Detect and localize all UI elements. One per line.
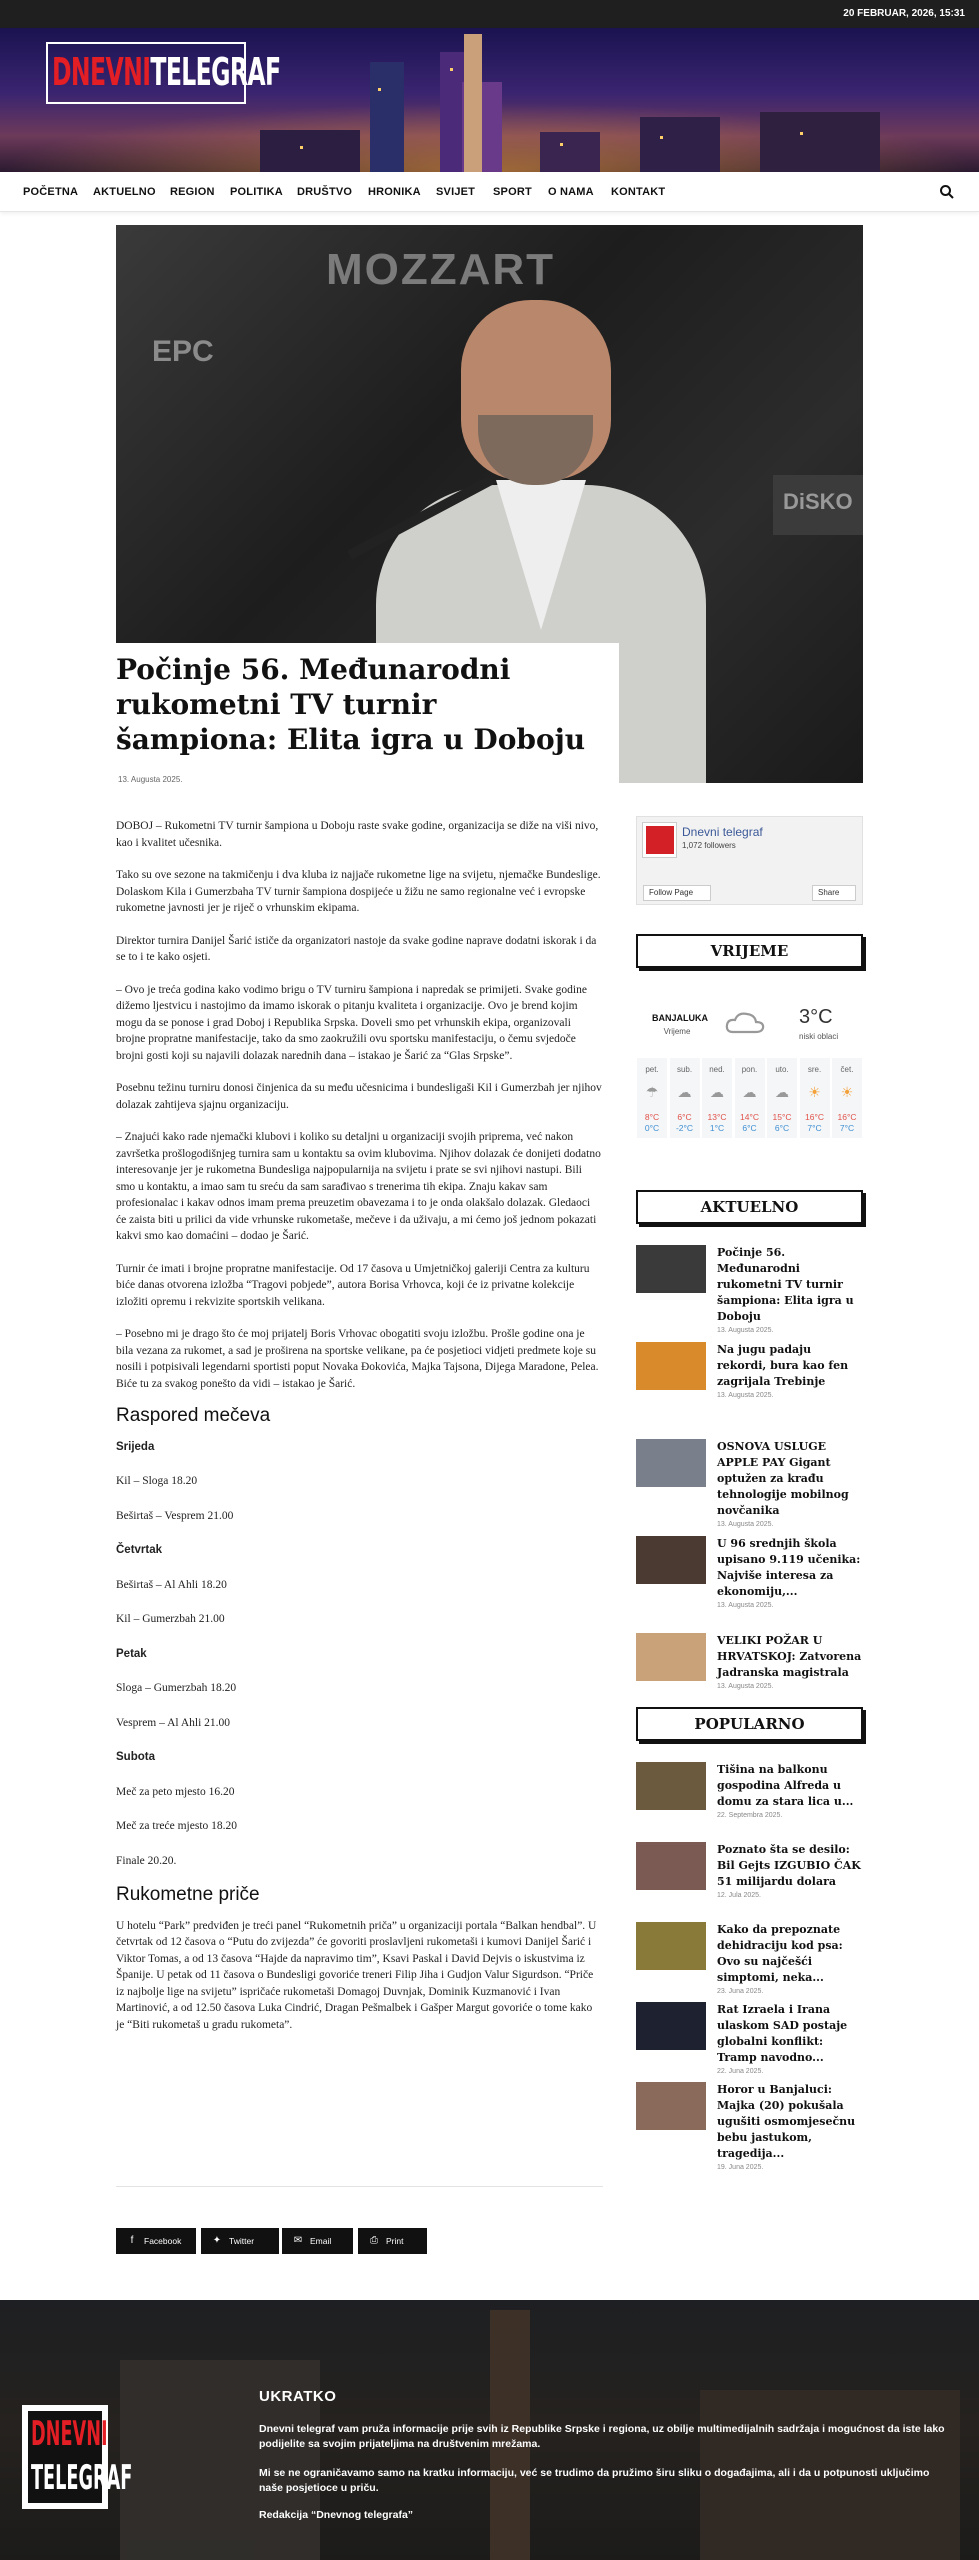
popularno-section-title bbox=[636, 1707, 863, 1741]
news-item[interactable] bbox=[636, 2002, 863, 2075]
article-paragraph: – Posebno mi je drago što će moj prijatelj Boris Vrhovac obogatiti svoju izložbu. Prošle godine ona je bila vezana za rukomet, a sad je proširena na sportske velikane, pa će posjetioci vidjeti predmete koje su nosili i potpisivali legendarni sportisti poput Novaka Đokovića, Majka Tajsona, Dijega Maradone, Pelea. Biće tu za svakog ponešto da vidi – istakao je Šarić. bbox=[116, 1328, 599, 1390]
stories-heading: Rukometne priče bbox=[116, 1884, 260, 1905]
email-icon: ✉ bbox=[293, 2235, 303, 2246]
nav-item-region[interactable]: REGION bbox=[170, 186, 215, 198]
section-title-label: VRIJEME bbox=[710, 942, 789, 960]
share-facebook-button[interactable]: f Facebook bbox=[116, 2228, 196, 2254]
skyline-building bbox=[640, 117, 720, 172]
forecast-low-temp: 7°C bbox=[807, 1123, 822, 1133]
forecast-day-name: pet. bbox=[645, 1065, 659, 1074]
news-thumbnail[interactable] bbox=[636, 1245, 706, 1293]
article-date: 13. Augusta 2025. bbox=[118, 775, 183, 784]
forecast-high-temp: 14°C bbox=[740, 1112, 759, 1122]
news-item[interactable] bbox=[636, 2082, 863, 2171]
cloud-rain-icon: ☂ bbox=[645, 1084, 659, 1100]
news-thumbnail[interactable] bbox=[636, 1342, 706, 1390]
news-item[interactable] bbox=[636, 1245, 863, 1334]
news-date: 23. Juna 2025. bbox=[717, 1988, 764, 1995]
news-item[interactable] bbox=[636, 1922, 863, 1995]
twitter-icon: ✦ bbox=[212, 2235, 222, 2246]
cloud-icon: ☁ bbox=[710, 1084, 724, 1100]
weather-city: BANJALUKA bbox=[652, 1013, 708, 1023]
news-title[interactable]: Počinje 56. Međunarodni rukometni TV turnir šampiona: Elita igra u Doboju bbox=[717, 1246, 854, 1323]
clock-tower bbox=[464, 34, 482, 172]
forecast-high-temp: 13°C bbox=[707, 1112, 727, 1122]
search-icon[interactable] bbox=[939, 184, 955, 200]
schedule-day: Subota bbox=[116, 1751, 155, 1763]
nav-item-o-nama[interactable]: O NAMA bbox=[548, 186, 594, 198]
skyline-building bbox=[760, 112, 880, 172]
schedule-match: Vesprem – Al Ahli 21.00 bbox=[116, 1716, 231, 1729]
logo-part2: TELEGRAF bbox=[150, 50, 281, 94]
forecast-high-temp: 6°C bbox=[677, 1112, 692, 1122]
facebook-widget bbox=[636, 816, 863, 905]
news-item[interactable] bbox=[636, 1342, 863, 1412]
news-title[interactable]: Na jugu padaju rekordi, bura kao fen zagrijala Trebinje bbox=[717, 1343, 849, 1388]
forecast-high-temp: 16°C bbox=[837, 1112, 857, 1122]
footer-paragraph: Mi se ne ograničavamo samo na kratku informaciju, već se trudimo da pružimo širu sliku o događajima, ali i da u potpunosti uključimo naše posjetioce u priču. bbox=[259, 2467, 930, 2494]
forecast-low-temp: 0°C bbox=[644, 1123, 660, 1133]
schedule-day: Srijeda bbox=[116, 1440, 155, 1453]
fb-page-name[interactable]: Dnevni telegraf bbox=[682, 825, 763, 839]
news-thumbnail[interactable] bbox=[636, 2082, 706, 2130]
weather-section-title bbox=[636, 934, 863, 968]
skyline-building bbox=[540, 132, 600, 172]
schedule-match: Kil – Sloga 18.20 bbox=[116, 1475, 198, 1487]
divider bbox=[116, 2186, 603, 2187]
window-light bbox=[660, 136, 663, 139]
window-light bbox=[560, 143, 563, 146]
fb-follow-button[interactable]: Follow Page bbox=[643, 885, 711, 901]
main-nav bbox=[0, 172, 979, 212]
share-print-button[interactable]: ⎙ Print bbox=[358, 2228, 427, 2254]
news-thumbnail[interactable] bbox=[636, 1762, 706, 1810]
news-date: 19. Juna 2025. bbox=[717, 2164, 764, 2171]
schedule-match: Meč za treće mjesto 18.20 bbox=[116, 1820, 238, 1832]
news-date: 13. Augusta 2025. bbox=[717, 1327, 774, 1334]
schedule-match: Beširtaš – Vesprem 21.00 bbox=[116, 1509, 234, 1522]
section-title-label: POPULARNO bbox=[694, 1715, 805, 1733]
news-thumbnail[interactable] bbox=[636, 1439, 706, 1487]
news-date: 13. Augusta 2025. bbox=[717, 1683, 774, 1690]
schedule-match: Kil – Gumerzbah 21.00 bbox=[116, 1613, 225, 1625]
forecast-low-temp: 7°C bbox=[839, 1123, 855, 1133]
window-light bbox=[300, 146, 303, 149]
hero-left-text: EPC bbox=[152, 335, 214, 368]
forecast-day-name: pon. bbox=[741, 1065, 758, 1074]
forecast-low-temp: 6°C bbox=[742, 1123, 757, 1133]
article-paragraph: Turnir će imati i brojne propratne manifestacije. Od 17 časova u Umjetničkoj galeriji Centra za kulturu biće danas otvorena izložba “Tragovi pobjede”, autora Borisa Vrhovca, koji će iz privatne kolekcije izložiti opremu i rekvizite sportskih velikana. bbox=[116, 1262, 590, 1308]
nav-item-kontakt[interactable]: KONTAKT bbox=[611, 186, 666, 198]
fb-followers: 1,072 followers bbox=[682, 841, 736, 850]
forecast-day-name: sub. bbox=[676, 1065, 693, 1074]
forecast-high-temp: 15°C bbox=[772, 1112, 792, 1122]
news-title[interactable]: OSNOVA USLUGE APPLE PAY Gigant optužen za krađu tehnologije mobilnog novčanika bbox=[717, 1440, 849, 1517]
cloud-icon: ☁ bbox=[775, 1084, 789, 1100]
news-thumbnail[interactable] bbox=[636, 1922, 706, 1970]
article-paragraph: Direktor turnira Danijel Šarić ističe da organizatori nastoje da svake godine naprave dodatni iskorak i da se to i te kako osjeti. bbox=[116, 934, 597, 963]
forecast-day-name: čet. bbox=[840, 1065, 854, 1074]
schedule-match: Beširtaš – Al Ahli 18.20 bbox=[116, 1578, 227, 1591]
news-item[interactable] bbox=[636, 1842, 863, 1912]
news-date: 22. Septembra 2025. bbox=[717, 1812, 783, 1819]
footer-logo-text: DNEVNI TELEGRAF bbox=[31, 2414, 133, 2498]
news-date: 22. Juna 2025. bbox=[717, 2068, 764, 2075]
logo-part1: DNEVNI bbox=[52, 50, 151, 94]
site-header bbox=[0, 28, 979, 172]
article-paragraph: DOBOJ – Rukometni TV turnir šampiona u Doboju raste svake godine, organizacija se diže na viši nivo, kao i kvalitet učesnika. bbox=[116, 820, 599, 849]
page-avatar[interactable] bbox=[642, 822, 677, 858]
cloud-icon: ☁ bbox=[677, 1084, 692, 1100]
news-thumbnail[interactable] bbox=[636, 1633, 706, 1681]
news-thumbnail[interactable] bbox=[636, 2002, 706, 2050]
current-date: 20 FEBRUAR, 2026, 15:31 bbox=[843, 8, 965, 19]
nav-item-politika[interactable]: POLITIKA bbox=[230, 186, 283, 198]
forecast-high-temp: 16°C bbox=[805, 1112, 824, 1122]
schedule-day: Četvrtak bbox=[116, 1544, 163, 1556]
schedule-match: Meč za peto mjesto 16.20 bbox=[116, 1785, 235, 1798]
top-bar bbox=[0, 0, 979, 28]
hero-sponsor-text: MOZZART bbox=[326, 245, 556, 294]
forecast-low-temp: 6°C bbox=[774, 1123, 790, 1133]
footer-logo[interactable] bbox=[22, 2405, 133, 2509]
logo-text bbox=[52, 50, 280, 94]
nav-item-drustvo[interactable]: DRUŠTVO bbox=[297, 186, 353, 198]
news-item[interactable] bbox=[636, 1536, 863, 1609]
news-date: 13. Augusta 2025. bbox=[717, 1521, 774, 1528]
nav-item-svijet[interactable]: SVIJET bbox=[436, 186, 476, 198]
forecast-low-temp: 1°C bbox=[709, 1123, 725, 1133]
footer-paragraph: Redakcija “Dnevnog telegrafa” bbox=[259, 2509, 414, 2521]
news-item[interactable] bbox=[636, 1633, 863, 1703]
news-date: 13. Augusta 2025. bbox=[717, 1602, 774, 1609]
weather-widget bbox=[636, 990, 863, 1145]
news-thumbnail[interactable] bbox=[636, 1842, 706, 1890]
window-light bbox=[450, 68, 453, 71]
forecast-day-name: ned. bbox=[709, 1065, 725, 1074]
news-title[interactable]: Poznato šta se desilo: Bil Gejts IZGUBIO ČAK 51 milijardu dolara bbox=[717, 1843, 861, 1888]
facebook-icon: f bbox=[130, 2235, 134, 2246]
news-item[interactable] bbox=[636, 1439, 863, 1528]
window-light bbox=[378, 88, 381, 91]
forecast-day-name: uto. bbox=[775, 1065, 789, 1074]
schedule-heading: Raspored mečeva bbox=[116, 1405, 271, 1426]
article-paragraph: U hotelu “Park” predviđen je treći panel “Rukometnih priča” u organizaciji portala “Balkan hendbal”. U četvrtak od 12 časova o “Putu do zvijezda” će govoriti proslavljeni rukometaši i kumovi Danijel Šarić i Viktor Tomas, a od 13 časova “Hajde da napravimo tim”, Ksavi Paskal i David Dejvis o iskustvima iz Španije. U petak od 11 časova o Bundesligi govoriće treneri Filip Jiha i Gudjon Valur Sigurdson. “Priče iz najbolje lige na svijetu” ispričaće rukometaši Domagoj Duvnjak, Dominik Kuzmanović i Ivan Martinović, a od 12.50 časova Luka Cindrić, Dragan Pešmalbek i Gašper Margut govoriće o tome kako je “Biti rukometaš u gradu rukometa”. bbox=[116, 1919, 597, 2031]
fb-share-button[interactable]: Share bbox=[812, 885, 856, 901]
skyline-building bbox=[260, 130, 360, 172]
nav-item-aktuelno[interactable]: AKTUELNO bbox=[93, 186, 156, 198]
nav-item-sport[interactable]: SPORT bbox=[493, 186, 532, 198]
share-email-button[interactable]: ✉ Email bbox=[282, 2228, 353, 2254]
forecast-day-name: sre. bbox=[807, 1065, 822, 1074]
sun-icon: ☀ bbox=[840, 1084, 854, 1100]
weather-city-sub: Vrijeme bbox=[663, 1027, 691, 1036]
aktuelno-section-title bbox=[636, 1190, 863, 1224]
article-paragraph: Posebnu težinu turniru donosi činjenica da su među učesnicima i bundesligaši Kil i Gumerzbah jer njihov dolazak zahtijeva sjajnu organizaciju. bbox=[116, 1082, 602, 1111]
site-footer bbox=[0, 2300, 979, 2560]
news-thumbnail[interactable] bbox=[636, 1536, 706, 1584]
current-desc: niski oblaci bbox=[799, 1032, 839, 1041]
skyline-building bbox=[370, 62, 404, 172]
article-paragraph: Tako su ove sezone na takmičenju i dva kluba iz najjače rukometne lige na svijetu, njemačke Bundeslige. Dolaskom Kila i Gumerzbaha TV turnir šampiona dospijeće u žižu ne samo regionalne već i evropske rukometne javnosti jer je riječ o vrhunskim ekipama. bbox=[116, 869, 601, 914]
share-twitter-button[interactable]: ✦ Twitter bbox=[201, 2228, 279, 2254]
print-icon: ⎙ bbox=[370, 2235, 378, 2246]
article-title: Počinje 56. Međunarodni rukometni TV turnir šampiona: Elita igra u Doboju bbox=[116, 653, 586, 756]
news-title[interactable]: VELIKI POŽAR U HRVATSKOJ: Zatvorena Jadranska magistrala bbox=[717, 1634, 862, 1679]
schedule-match: Sloga – Gumerzbah 18.20 bbox=[116, 1682, 237, 1694]
section-title-label: AKTUELNO bbox=[700, 1198, 799, 1216]
schedule-match: Finale 20.20. bbox=[116, 1854, 177, 1867]
news-date: 13. Augusta 2025. bbox=[717, 1392, 774, 1399]
news-title[interactable]: Kako da prepoznate dehidraciju kod psa: Ovo su najčešći simptomi, neka... bbox=[717, 1923, 843, 1984]
cloud-icon bbox=[725, 1010, 765, 1034]
news-title[interactable]: U 96 srednjih škola upisano 9.119 učenika: Najviše interesa za ekonomiju,... bbox=[717, 1537, 861, 1598]
window-light bbox=[800, 132, 803, 135]
news-title[interactable]: Tišina na balkonu gospodina Alfreda u domu za stara lica u... bbox=[717, 1763, 854, 1808]
news-item[interactable] bbox=[636, 1762, 863, 1832]
nav-item-hronika[interactable]: HRONIKA bbox=[368, 186, 421, 198]
site-logo[interactable] bbox=[46, 42, 281, 104]
article-paragraph: – Znajući kako rade njemački klubovi i koliko su detaljni u organizaciji svojih priprema, već nakon završetka prošlogodišnjeg turnira sam u kontaktu sa ovim klubovima. Njihov dolazak će donijeti dodatno interesovanje jer je rukometna Bundesliga najpopularnija na svijetu i prate se svi njihovi nastupi. Bili smo u kontaktu, a imao sam tu sreću da sam sarađivao s trenerima tih ekipa. Znaju kakav sam profesionalac i kakav odnos imam prema preuzetim obavezama i to je onda olakšalo dolazak. Gledaoci će zaista biti u prilici da vide vrhunske rukometaše, mečeve i da uživaju, a mi ćemo još jednom pokazati kakvi smo kao domaćini – dodao je Šarić. bbox=[116, 1131, 601, 1242]
footer-paragraph: Dnevni telegraf vam pruža informacije prije svih iz Republike Srpske i regiona, uz obilje multimedijalnih sadržaja i mogućnost da iste lako podijelite sa svojim prijateljima na društvenim mrežama. bbox=[259, 2423, 945, 2450]
nav-item-pocetna[interactable]: POČETNA bbox=[23, 186, 79, 198]
news-date: 12. Jula 2025. bbox=[717, 1892, 761, 1899]
news-title[interactable]: Rat Izraela i Irana ulaskom SAD postaje globalni konflikt: Tramp navodno... bbox=[717, 2003, 848, 2064]
article-paragraph: – Ovo je treća godina kako vodimo brigu o TV turniru šampiona i napredak se primijeti. Svake godine dižemo ljestvicu i nastojimo da imamo iskorak o pitanju kvaliteta i organizacije. Ovo je brend kojim mogu da se ponose i grad Doboj i Republika Srpska. Doveli smo pet vrhunskih ekipa, organizovali brojne propratne manifestacije, tako da smo zaokružili ovu sportsku manifestaciju, o čemu svjedoče brojni gosti koji su najavili dolazak narednih dana – istakao je Šarić za “Glas Srpske”. bbox=[116, 983, 587, 1062]
forecast-high-temp: 8°C bbox=[644, 1112, 660, 1122]
cloud-icon: ☁ bbox=[742, 1084, 757, 1100]
forecast-low-temp: -2°C bbox=[675, 1123, 694, 1133]
article-body bbox=[116, 818, 603, 2049]
footer-title: UKRATKO bbox=[259, 2388, 337, 2405]
page-avatar-image bbox=[646, 826, 674, 854]
schedule-day: Petak bbox=[116, 1647, 147, 1660]
hero-side-text: DiSKO bbox=[773, 475, 863, 535]
news-title[interactable]: Horor u Banjaluci: Majka (20) pokušala ugušiti osmomjesečnu bebu jastukom, tragedija... bbox=[717, 2083, 856, 2160]
sun-icon: ☀ bbox=[808, 1084, 821, 1100]
current-temp: 3°C bbox=[799, 1006, 833, 1028]
